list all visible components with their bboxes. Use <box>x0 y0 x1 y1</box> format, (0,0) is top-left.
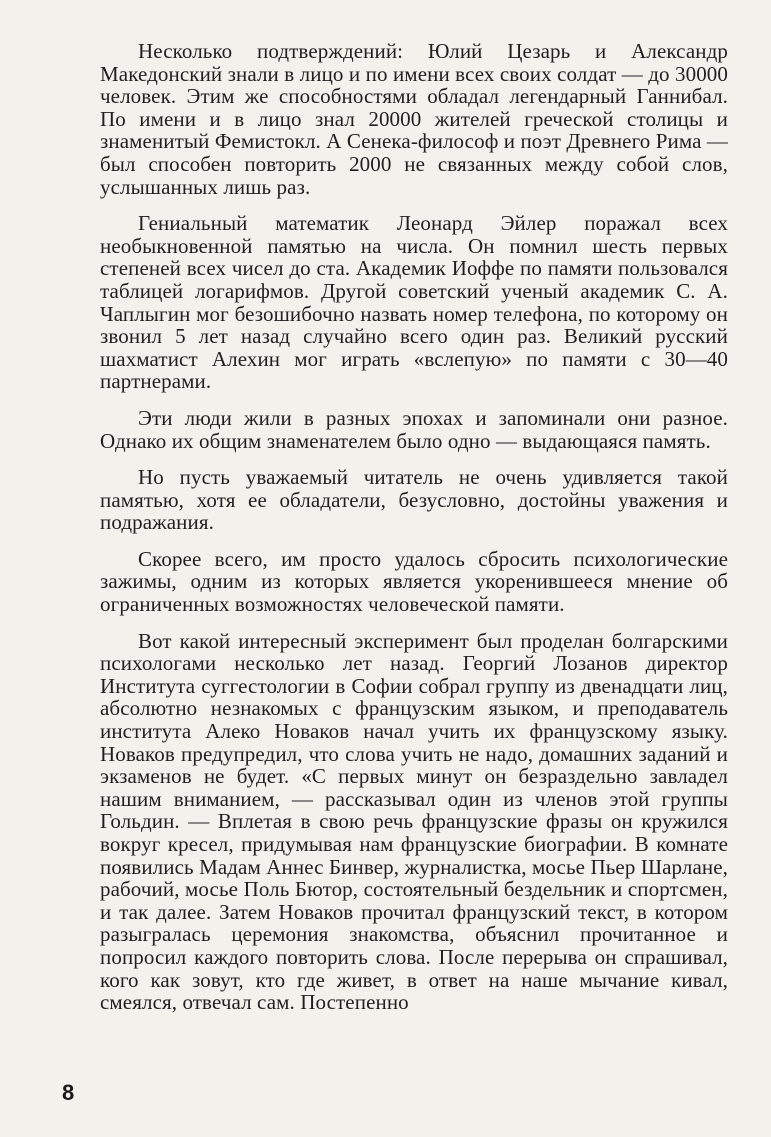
page-body <box>100 40 728 1102</box>
paragraph-6: Вот какой интересный эксперимент был проделан болгарскими психологами несколько лет назад. Георгий Лозанов директор Института суггестологии в Софии собрал группу из двенадцати лиц, абсолютно незнакомых с французским языком, и преподаватель института Алеко Новаков начал учить их французскому языку. Новаков предупредил, что слова учить не надо, домашних заданий и экзаменов не будет. «С первых минут он безраздельно завладел нашим вниманием, — рассказывал один из членов этой группы Гольдин. — Вплетая в свою речь французские фразы он кружился вокруг кресел, придумывая нам французские биографии. В комнате появились Мадам Аннес Бинвер, журналистка, мосье Пьер Шарлане, рабочий, мосье Поль Бютор, состоятельный бездельник и спортсмен, и так далее. Затем Новаков прочитал французский текст, в котором разыгралась церемония знакомства, объяснил прочитанное и попросил каждого повторить слова. После перерыва он спрашивал, кого как зовут, кто где живет, в ответ на наше мычание кивал, смеялся, отвечал сам. Постепенно <box>100 628 728 1015</box>
paragraph-5: Скорее всего, им просто удалось сбросить психологические зажимы, одним из которых является укоренившееся мнение об ограниченных возможностях человеческой памяти. <box>100 546 728 617</box>
paragraph-4: Но пусть уважаемый читатель не очень удивляется такой памятью, хотя ее обладатели, безусловно, достойны уважения и подражания. <box>100 465 728 535</box>
paragraph-3: Эти люди жили в разных эпохах и запоминали они разное. Однако их общим знаменателем было одно — выдающаяся память. <box>100 405 728 453</box>
page-number: 8 <box>62 1080 75 1105</box>
paragraph-2: Гениальный математик Леонард Эйлер поражал всех необыкновенной памятью на числа. Он помнил шесть первых степеней всех чисел до ста. Академик Иоффе по памяти пользовался таблицей логарифмов. Другой советский ученый академик С. А. Чаплыгин мог безошибочно назвать номер телефона, по которому он звонил 5 лет назад случайно всего один раз. Великий русский шахматист Алехин мог играть «вслепую» по памяти с 30—40 партнерами. <box>100 211 728 394</box>
paragraph-1: Несколько подтверждений: Юлий Цезарь и Александр Македонский знали в лицо и по имени всех своих солдат — до 30000 человек. Этим же способностями обладал легендарный Ганнибал. По имени и в лицо знал 20000 жителей греческой столицы и знаменитый Фемистокл. А Сенека-философ и поэт Древнего Рима — был способен повторить 2000 не связанных между собой слов, услышанных лишь раз. <box>100 39 728 199</box>
